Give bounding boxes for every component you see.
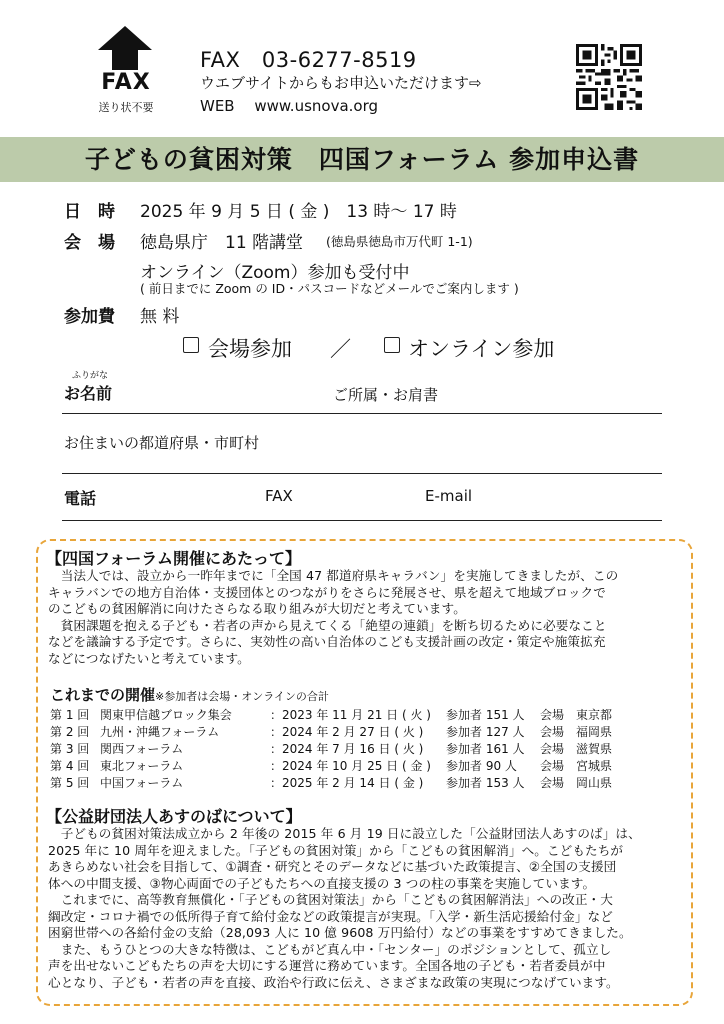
org-heading: 【公益財団法人あすのばについて】: [46, 807, 302, 826]
forum-line: キャラバンでの地方自治体・支援団体とのつながりをさらに発展させ、県を超えて地域ブロックで: [48, 584, 606, 600]
fee-label: 参加費: [64, 307, 115, 327]
history-count: 参加者 151 人: [446, 708, 525, 722]
org-body: [48, 826, 641, 991]
history-no: 第 5 回: [50, 776, 90, 790]
forum-body: [48, 568, 618, 667]
online-note: ( 前日までに Zoom の ID・パスコードなどメールでご案内します ): [140, 281, 519, 296]
history-no: 第 1 回: [50, 708, 90, 722]
venue-option-label: 会場参加: [208, 337, 292, 361]
org-line: 2025 年に 10 周年を迎えました。「子どもの貧困対策」から「こどもの貧困解消」へ。こどもたちが: [48, 842, 624, 858]
history-venue: 会場 東京都: [540, 708, 613, 722]
history-title: これまでの開催: [50, 686, 156, 704]
qr-code-icon[interactable]: [576, 44, 642, 110]
up-arrow-icon: [98, 26, 152, 70]
org-line: これまでに、高等教育無償化・「子どもの貧困対策法」から「こどもの貧困解消法」への改正・大: [48, 892, 613, 907]
name-furigana: ふりがな: [72, 371, 109, 381]
history-no: 第 3 回: [50, 742, 90, 756]
history-date: ：2024 年 10 月 25 日 ( 金 ): [270, 759, 431, 773]
forum-line: 当法人では、設立から一昨年までに「全国 47 都道府県キャラバン」を実施してきましたが、この: [48, 568, 619, 583]
contact-field-line[interactable]: [62, 520, 662, 521]
venue-value: 徳島県庁 11 階講堂: [140, 233, 304, 253]
history-row: [50, 740, 670, 757]
history-heading: [50, 684, 329, 705]
online-option-label: オンライン参加: [408, 337, 555, 361]
history-date: ：2023 年 11 月 21 日 ( 火 ): [270, 708, 431, 722]
org-line: 困窮世帯への各給付金の支給（28,093 人に 10 億 9608 万円給付）などの事業をすすめてきました。: [48, 925, 632, 940]
online-value: オンライン（Zoom）参加も受付中: [140, 263, 410, 283]
address-label: お住まいの都道府県・市町村: [64, 434, 260, 452]
org-line: 子どもの貧困対策法成立から 2 年後の 2015 年 6 月 19 日に設立した「公益財団法人あすのば」は、: [48, 826, 641, 841]
venue-address: (徳島県徳島市万代町 1-1): [326, 234, 473, 249]
history-count: 参加者 153 人: [446, 776, 525, 790]
history-row: [50, 706, 670, 723]
history-count: 参加者 161 人: [446, 742, 525, 756]
forum-line: のこどもの貧困解消に向けたさらなる取り組みが大切だと考えています。: [48, 601, 466, 616]
history-venue: 会場 滋賀県: [540, 742, 613, 756]
org-line: 声を出せないこどもたちの声を大切にする運営に務めています。全国各地の子ども・若者委員が中: [48, 958, 606, 973]
history-count: 参加者 127 人: [446, 725, 525, 739]
email-label: E-mail: [425, 487, 473, 505]
name-label: お名前: [64, 384, 113, 403]
history-note: ※参加者は会場・オンラインの合計: [155, 690, 329, 703]
history-date: ：2025 年 2 月 14 日 ( 金 ): [270, 776, 424, 790]
history-row: [50, 774, 670, 791]
history-name: 九州・沖縄フォーラム: [100, 725, 220, 739]
history-no: 第 4 回: [50, 759, 90, 773]
forum-heading: 【四国フォーラム開催にあたって】: [46, 549, 302, 568]
history-name: 関西フォーラム: [100, 742, 184, 756]
forum-line: 貧困課題を抱える子ども・若者の声から見えてくる「絶望の連鎖」を断ち切るために必要なこと: [48, 617, 607, 633]
org-line: 体への中間支援、③物心両面での子どもたちへの直接支援の 3 つの柱の事業を実施しています。: [48, 875, 596, 891]
fax-note: 送り状不要: [98, 101, 154, 114]
online-option-checkbox[interactable]: [384, 337, 400, 353]
forum-line: などにつなげたいと考えています。: [48, 650, 250, 666]
page-title: 子どもの貧困対策 四国フォーラム 参加申込書: [84, 145, 640, 174]
forum-line: などを議論する予定です。さらに、実効性の高い自治体のこども支援計画の改定・策定や施策拡充: [48, 634, 606, 649]
history-name: 中国フォーラム: [100, 776, 184, 790]
history-date: ：2024 年 2 月 27 日 ( 火 ): [270, 725, 424, 739]
history-venue: 会場 岡山県: [540, 776, 613, 790]
history-venue: 会場 宮城県: [540, 759, 613, 773]
history-row: [50, 757, 670, 774]
web-note: ウエブサイトからもお申込いただけます⇨: [200, 74, 482, 92]
fax-label: FAX: [101, 70, 151, 95]
option-separator: ／: [330, 337, 351, 361]
fax-field-label: FAX: [265, 487, 293, 505]
date-label: 日 時: [64, 202, 115, 222]
history-name: 東北フォーラム: [100, 759, 184, 773]
venue-label: 会 場: [64, 233, 115, 253]
history-venue: 会場 福岡県: [540, 725, 613, 739]
history-list: [50, 706, 670, 791]
fee-value: 無 料: [140, 307, 180, 327]
history-no: 第 2 回: [50, 725, 90, 739]
org-line: あきらめない社会を目指して、①調査・研究とそのデータなどに基づいた政策提言、②全国の支援団: [48, 859, 617, 874]
venue-option-checkbox[interactable]: [183, 337, 199, 353]
history-row: [50, 723, 670, 740]
org-line: また、もうひとつの大きな特徴は、こどもがど真ん中・「センター」のポジションとして、孤立し: [48, 941, 612, 957]
history-date: ：2024 年 7 月 16 日 ( 火 ): [270, 742, 424, 756]
name-field-line[interactable]: [62, 413, 662, 414]
phone-label: 電話: [64, 489, 97, 508]
org-line: 心となり、子ども・若者の声を直接、政治や行政に伝え、さまざまな政策の実現につなげています。: [48, 974, 619, 990]
org-line: 綱改定・コロナ禍での低所得子育て給付金などの政策提言が実現。「入学・新生活応援給付金」など: [48, 908, 613, 924]
affiliation-label: ご所属・お肩書: [333, 386, 439, 404]
fax-number: FAX 03-6277-8519: [200, 48, 417, 72]
history-name: 関東甲信越ブロック集会: [100, 708, 232, 722]
web-url[interactable]: WEB www.usnova.org: [200, 97, 379, 115]
history-count: 参加者 90 人: [446, 759, 517, 773]
date-value: 2025 年 9 月 5 日 ( 金 ) 13 時〜 17 時: [140, 202, 457, 222]
address-field-line[interactable]: [62, 473, 662, 474]
